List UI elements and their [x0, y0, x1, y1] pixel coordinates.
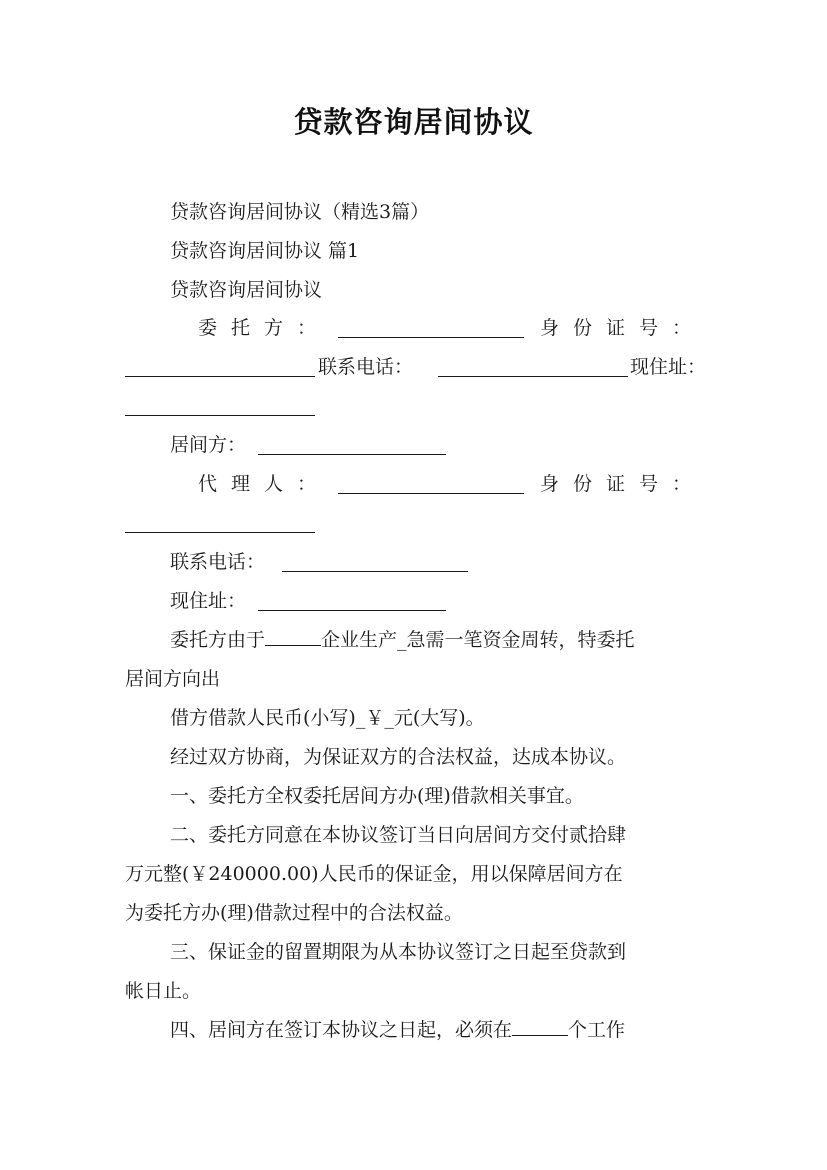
reason-blank [265, 628, 321, 646]
clause-1: 一、委托方全权委托居间方办(理)借款相关事宜。 [170, 785, 584, 807]
current-address-label: 现住址： [630, 356, 707, 378]
entrust-party-blank [338, 320, 524, 338]
working-days-blank [512, 1018, 568, 1036]
paragraph-1: 委托方由于 企业生产_急需一笔资金周转，特委托 [170, 629, 635, 651]
clause-3: 三、保证金的留置期限为从本协议签订之日起至贷款到 [170, 941, 627, 963]
id-number-label: 身份证号： [540, 317, 706, 339]
subtitle-line: 贷款咨询居间协议（精选3篇） [170, 201, 430, 223]
clause-2-cont-1: 万元整(￥240000.00)人民币的保证金，用以保障居间方在 [125, 863, 623, 885]
section-heading: 贷款咨询居间协议 篇1 [170, 240, 360, 262]
id-number-blank [125, 359, 315, 377]
entrust-party-label: 委托方： [198, 317, 331, 339]
paragraph-1-cont: 居间方向出 [125, 668, 221, 690]
document-title: 贷款咨询居间协议 [293, 105, 534, 139]
clause-2: 二、委托方同意在本协议签订当日向居间方交付贰拾肆 [170, 824, 627, 846]
intermediary-label: 居间方： [170, 434, 247, 456]
agent-id-label: 身份证号： [540, 473, 706, 495]
paragraph-2: 借方借款人民币(小写)_￥_元(大写)。 [170, 707, 485, 729]
intermediary-blank [258, 437, 446, 455]
contact-phone-label: 联系电话： [318, 356, 414, 378]
paragraph-3: 经过双方协商，为保证双方的合法权益，达成本协议。 [170, 746, 627, 768]
clause-4: 四、居间方在签订本协议之日起，必须在 个工作 [170, 1019, 626, 1041]
agent-address-blank [258, 593, 446, 611]
agent-phone-label: 联系电话： [170, 551, 266, 573]
agent-label: 代理人： [198, 473, 331, 495]
clause-3-cont: 帐日止。 [125, 980, 202, 1002]
agreement-name: 贷款咨询居间协议 [170, 279, 323, 301]
contact-phone-blank [438, 359, 628, 377]
current-address-blank [125, 398, 315, 416]
agent-blank [338, 476, 524, 494]
agent-address-label: 现住址： [170, 590, 247, 612]
agent-id-blank [125, 515, 315, 533]
agent-phone-blank [282, 554, 468, 572]
clause-2-cont-2: 为委托方办(理)借款过程中的合法权益。 [125, 902, 463, 924]
